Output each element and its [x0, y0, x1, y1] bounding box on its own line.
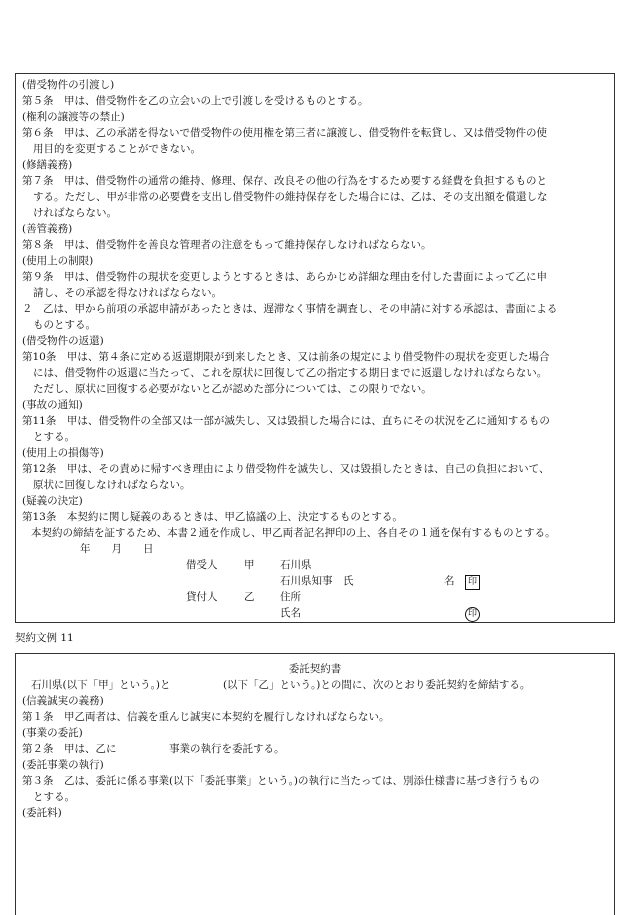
contract-11-title: 委託契約書: [288, 663, 342, 675]
c11-article-2: 第２条 甲は、乙に 事業の執行を委託する。: [22, 743, 285, 755]
article-13: 第13条 本契約に関し疑義のあるときは、甲乙協議の上、決定するものとする。: [22, 511, 403, 523]
seal-round: 印: [465, 606, 480, 622]
lender-party: 乙: [244, 591, 255, 603]
seal-square: 印: [465, 574, 480, 590]
heading-use-restriction: (使用上の制限): [22, 255, 94, 267]
article-9-cont: 請し、その承認を得なければならない。: [33, 287, 222, 299]
c11-article-3-cont: とする。: [33, 791, 75, 803]
article-9-para2-cont: ものとする。: [33, 319, 96, 331]
borrower-party: 甲: [244, 559, 255, 571]
article-11-cont: とする。: [33, 431, 75, 443]
article-12: 第12条 甲は、その責めに帰すべき理由により借受物件を滅失し、又は毀損したときは、自己の負担において、: [22, 463, 550, 475]
article-12-cont: 原状に回復しなければならない。: [33, 479, 191, 491]
article-9: 第９条 甲は、借受物件の現状を変更しようとするときは、あらかじめ詳細な理由を付した書面によって乙に申: [22, 271, 547, 283]
c11-article-1: 第１条 甲乙両者は、信義を重んじ誠実に本契約を履行しなければならない。: [22, 711, 390, 723]
lender-name: 氏名: [280, 607, 301, 619]
article-9-para2: ２ 乙は、甲から前項の承認申請があったときは、遅滞なく事情を調査し、その申請に対する承認は、書面による: [22, 303, 558, 315]
borrower-name-1: 石川県: [280, 559, 312, 571]
article-10-cont1: には、借受物件の返還に当たって、これを原状に回復して乙の指定する期日までに返還しなければならない。: [33, 367, 548, 379]
heading-fee: (委託料): [22, 807, 62, 819]
article-8: 第８条 甲は、借受物件を善良な管理者の注意をもって維持保存しなければならない。: [22, 239, 432, 251]
heading-execution: (委託事業の執行): [22, 759, 104, 771]
heading-transfer-prohibition: (権利の譲渡等の禁止): [22, 111, 125, 123]
name-label: 名: [444, 575, 455, 587]
contract-11-preamble: 石川県(以下「甲」という。)と (以下「乙」という。)との間に、次のとおり委託契約を締結する。: [31, 679, 531, 691]
heading-return: (借受物件の返還): [22, 335, 104, 347]
article-6: 第６条 甲は、乙の承諾を得ないで借受物件の使用権を第三者に譲渡し、借受物件を転貸し、又は借受物件の使: [22, 127, 547, 139]
case-label: 契約文例 11: [15, 632, 74, 644]
heading-repair: (修繕義務): [22, 159, 73, 171]
heading-good-faith: (信義誠実の義務): [22, 695, 104, 707]
article-7: 第７条 甲は、借受物件の通常の維持、修理、保存、改良その他の行為をするため要する経費を負担するものと: [22, 175, 547, 187]
borrower-label: 借受人: [186, 559, 218, 571]
heading-accident-notice: (事故の通知): [22, 399, 83, 411]
closing-statement: 本契約の締結を証するため、本書２通を作成し、甲乙両者記名押印の上、各自その１通を保有するものとする。: [31, 527, 556, 539]
article-10-cont2: ただし、原状に回復する必要がないと乙が認めた部分については、この限りでない。: [33, 383, 432, 395]
article-10: 第10条 甲は、第４条に定める返還期限が到来したとき、又は前条の規定により借受物件の現状を変更した場合: [22, 351, 550, 363]
article-7-cont2: ければならない。: [33, 207, 117, 219]
article-5: 第５条 甲は、借受物件を乙の立会いの上で引渡しを受けるものとする。: [22, 95, 369, 107]
lender-address: 住所: [280, 591, 301, 603]
lender-label: 貸付人: [186, 591, 218, 603]
heading-delivery: (借受物件の引渡し): [22, 79, 115, 91]
heading-care: (善管義務): [22, 223, 73, 235]
article-6-cont: 用目的を変更することができない。: [33, 143, 201, 155]
heading-damage: (使用上の損傷等): [22, 447, 104, 459]
heading-doubt: (疑義の決定): [22, 495, 83, 507]
article-7-cont1: する。ただし、甲が非常の必要費を支出し借受物件の維持保存をした場合には、乙は、その支出額を償還しな: [33, 191, 548, 203]
heading-entrust: (事業の委託): [22, 727, 83, 739]
article-11: 第11条 甲は、借受物件の全部又は一部が滅失し、又は毀損した場合には、直ちにその状況を乙に通知するもの: [22, 415, 550, 427]
c11-article-3: 第３条 乙は、委託に係る事業(以下「委託事業」という。)の執行に当たっては、別添仕様書に基づき行うもの: [22, 775, 540, 787]
borrower-name-2: 石川県知事 氏: [280, 575, 354, 587]
date-line: 年 月 日: [80, 543, 154, 555]
